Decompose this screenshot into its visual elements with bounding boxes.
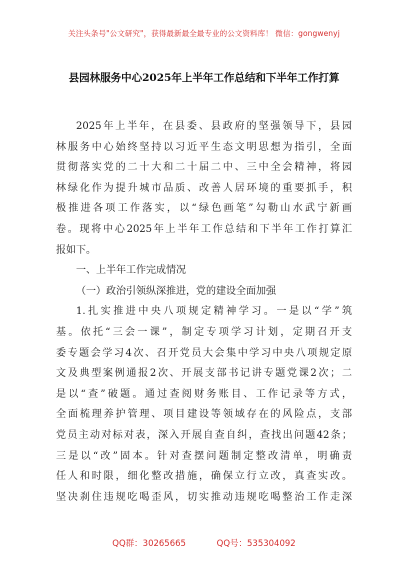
text-line: 文及典型案例通报2次、开展支部书记讲专题党课2次；二 — [56, 368, 352, 380]
text-line: 任人和时限，细化整改措施，确保立行立改，真查实改。 — [56, 471, 352, 483]
text-line: 委专题会学习4次、召开党员大会集中学习中央八项规定原 — [56, 347, 352, 359]
subsection-heading: （一）政治引领纵深推进，党的建设全面加强 — [76, 285, 276, 297]
contact-footer — [0, 537, 408, 549]
text-line: 1.扎实推进中央八项规定精神学习。一是以“学”筑 — [76, 306, 352, 318]
qq-group-number: QQ群：30265665 — [112, 539, 186, 549]
text-line: 林绿化作为提升城市品质、改善人居环境的重要抓手，积 — [56, 182, 352, 194]
paragraph-intro — [56, 117, 352, 261]
text-line: 三是以“改”固本。针对查摆问题制定整改清单，明确责 — [56, 450, 352, 462]
text-line: 坚决刹住违规吃喝歪风，切实推动违规吃喝整治工作走深 — [56, 491, 352, 503]
text-line: 基。依托“三会一课”，制定专项学习计划，定期召开支 — [56, 326, 352, 338]
document-body — [56, 117, 352, 508]
promo-banner: 关注头条号"公文研究"，获得最新最全最专业的公文资料库！ 微信：gongwenyj — [68, 29, 340, 38]
qq-account-number: QQ号：535304092 — [216, 539, 296, 549]
text-line: 卷。现将中心2025年上半年工作总结和下半年工作打算汇 — [56, 223, 352, 235]
text-line: 极推进各项工作落实，以“绿色画笔”勾勒山水武宁新画 — [56, 203, 352, 215]
text-line: 贯彻落实党的二十大和二十届二中、三中全会精神，将园 — [56, 162, 352, 174]
document-title: 县园林服务中心2025年上半年工作总结和下半年工作打算 — [68, 72, 340, 84]
text-line: 林服务中心始终坚持以习近平生态文明思想为指引，全面 — [56, 141, 352, 153]
text-line: 全面梳理养护管理、项目建设等领域存在的风险点，支部 — [56, 409, 352, 421]
section-heading: 一、上半年工作完成情况 — [76, 265, 186, 277]
paragraph-item-1 — [56, 302, 352, 508]
text-line: 2025年上半年，在县委、县政府的坚强领导下，县园 — [76, 121, 352, 132]
text-line: 报如下。 — [56, 244, 96, 256]
text-line: 是以“查”破题。通过查阅财务账目、工作记录等方式， — [56, 388, 352, 400]
text-line: 党员主动对标对表，深入开展自查自纠，查找出问题42条； — [56, 429, 352, 441]
